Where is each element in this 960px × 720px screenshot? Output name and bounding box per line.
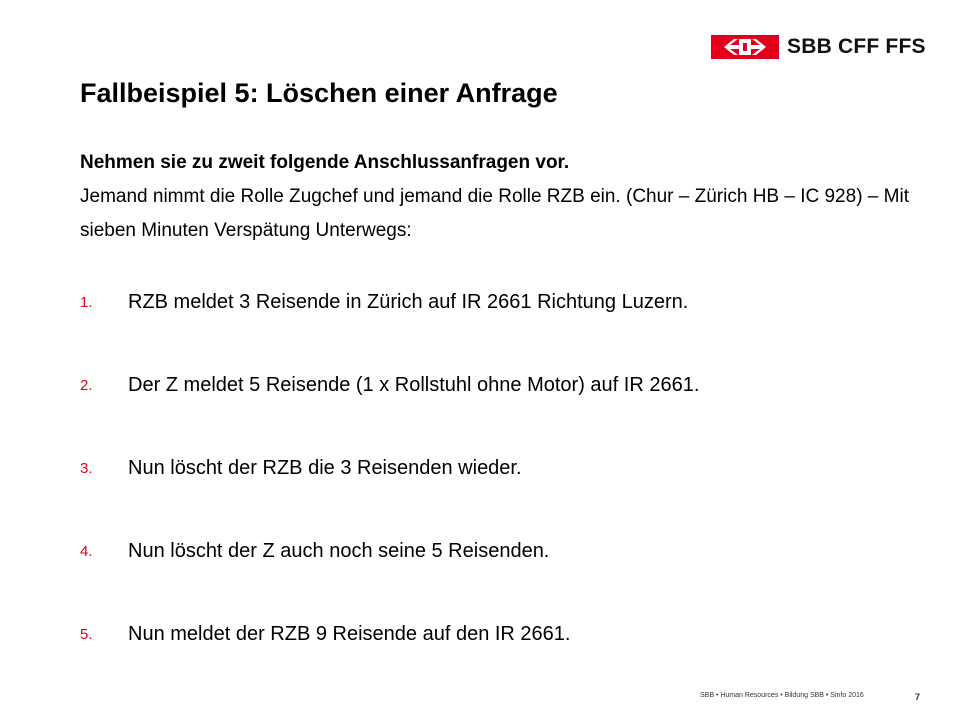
list-item-text: Der Z meldet 5 Reisende (1 x Rollstuhl ohne Motor) auf IR 2661. <box>128 373 700 396</box>
intro-text <box>80 146 930 248</box>
list-item <box>80 285 688 319</box>
list-item <box>80 368 699 402</box>
list-item-number: 5. <box>80 625 93 643</box>
intro-line-1: Nehmen sie zu zweit folgende Anschlussanfragen vor. <box>80 152 570 173</box>
list-item-text: RZB meldet 3 Reisende in Zürich auf IR 2661 Richtung Luzern. <box>128 290 689 313</box>
list-item-text: Nun meldet der RZB 9 Reisende auf den IR 2661. <box>128 622 571 645</box>
slide-title: Fallbeispiel 5: Löschen einer Anfrage <box>80 78 558 108</box>
page-number: 7 <box>914 692 920 702</box>
sbb-logo <box>711 35 926 59</box>
list-item-number: 1. <box>80 293 93 311</box>
sbb-arrow-icon <box>711 35 779 59</box>
footer <box>700 692 920 702</box>
list-item-text: Nun löscht der Z auch noch seine 5 Reisenden. <box>128 539 550 562</box>
list-item-text: Nun löscht der RZB die 3 Reisenden wieder. <box>128 456 522 479</box>
list-item-number: 3. <box>80 459 93 477</box>
footer-text: SBB • Human Resources • Bildung SBB • Sinfo 2016 <box>700 692 864 699</box>
logo-text: SBB CFF FFS <box>787 35 926 58</box>
list-item-number: 4. <box>80 542 93 560</box>
list-item-number: 2. <box>80 376 93 394</box>
list-item <box>80 534 549 568</box>
list-item <box>80 451 522 485</box>
list-item <box>80 617 570 651</box>
intro-line-2: Jemand nimmt die Rolle Zugchef und jemand die Rolle RZB ein. (Chur – Zürich HB – IC 928) – Mit sieben Minuten Verspätung Unterwegs: <box>80 186 909 241</box>
